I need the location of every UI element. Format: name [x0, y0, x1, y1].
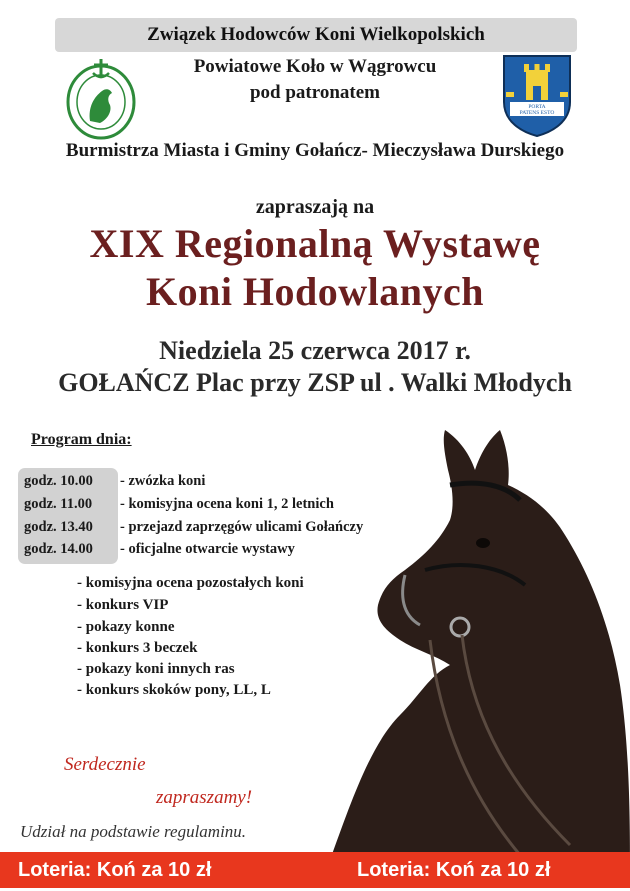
svg-text:PATENS ESTO: PATENS ESTO	[519, 110, 555, 116]
closing-greeting-2: zapraszamy!	[156, 787, 253, 808]
lottery-text-right: Loteria: Koń za 10 zł	[357, 859, 551, 881]
program-extra-item: - konkurs 3 beczek	[77, 640, 198, 656]
subtitle-line-2: pod patronatem	[249, 82, 381, 103]
event-title-line-2: Koni Hodowlanych	[145, 269, 485, 314]
invitation-lead: zapraszają na	[255, 196, 375, 218]
dark-horse-photo	[330, 425, 630, 860]
program-heading: Program dnia:	[31, 431, 132, 448]
program-extra-item: - komisyjna ocena pozostałych koni	[77, 575, 304, 591]
schedule-time: godz. 14.00	[24, 541, 93, 557]
program-extra-item: - konkurs skoków pony, LL, L	[77, 682, 271, 698]
schedule-time: godz. 11.00	[24, 496, 93, 512]
lottery-text-left: Loteria: Koń za 10 zł	[18, 859, 212, 881]
svg-text:PORTA: PORTA	[528, 104, 546, 110]
program-extra-item: - pokazy koni innych ras	[77, 661, 235, 677]
organization-banner: Związek Hodowców Koni Wielkopolskich	[55, 18, 577, 52]
program-extra-item: - konkurs VIP	[77, 597, 169, 613]
schedule-time: godz. 13.40	[24, 519, 93, 535]
subtitle-line-1: Powiatowe Koło w Wągrowcu	[193, 56, 437, 77]
closing-greeting-1: Serdecznie	[64, 754, 146, 775]
schedule-activity: - komisyjna ocena koni 1, 2 letnich	[120, 496, 334, 512]
participation-note: Udział na podstawie regulaminu.	[20, 822, 247, 841]
schedule-activity: - przejazd zaprzęgów ulicami Gołańczy	[120, 519, 364, 535]
patron-line: Burmistrza Miasta i Gminy Gołańcz- Mieczysława Durskiego	[65, 140, 565, 161]
schedule-activity: - oficjalne otwarcie wystawy	[120, 541, 295, 557]
event-place: GOŁAŃCZ Plac przy ZSP ul . Walki Młodych	[58, 368, 572, 397]
event-date: Niedziela 25 czerwca 2017 r.	[159, 336, 471, 365]
schedule-time: godz. 10.00	[24, 473, 93, 489]
event-title-line-1: XIX Regionalną Wystawę	[89, 221, 541, 266]
schedule-activity: - zwózka koni	[120, 473, 206, 489]
program-extra-item: - pokazy konne	[77, 619, 175, 635]
golancz-coat-of-arms-icon	[500, 52, 574, 138]
